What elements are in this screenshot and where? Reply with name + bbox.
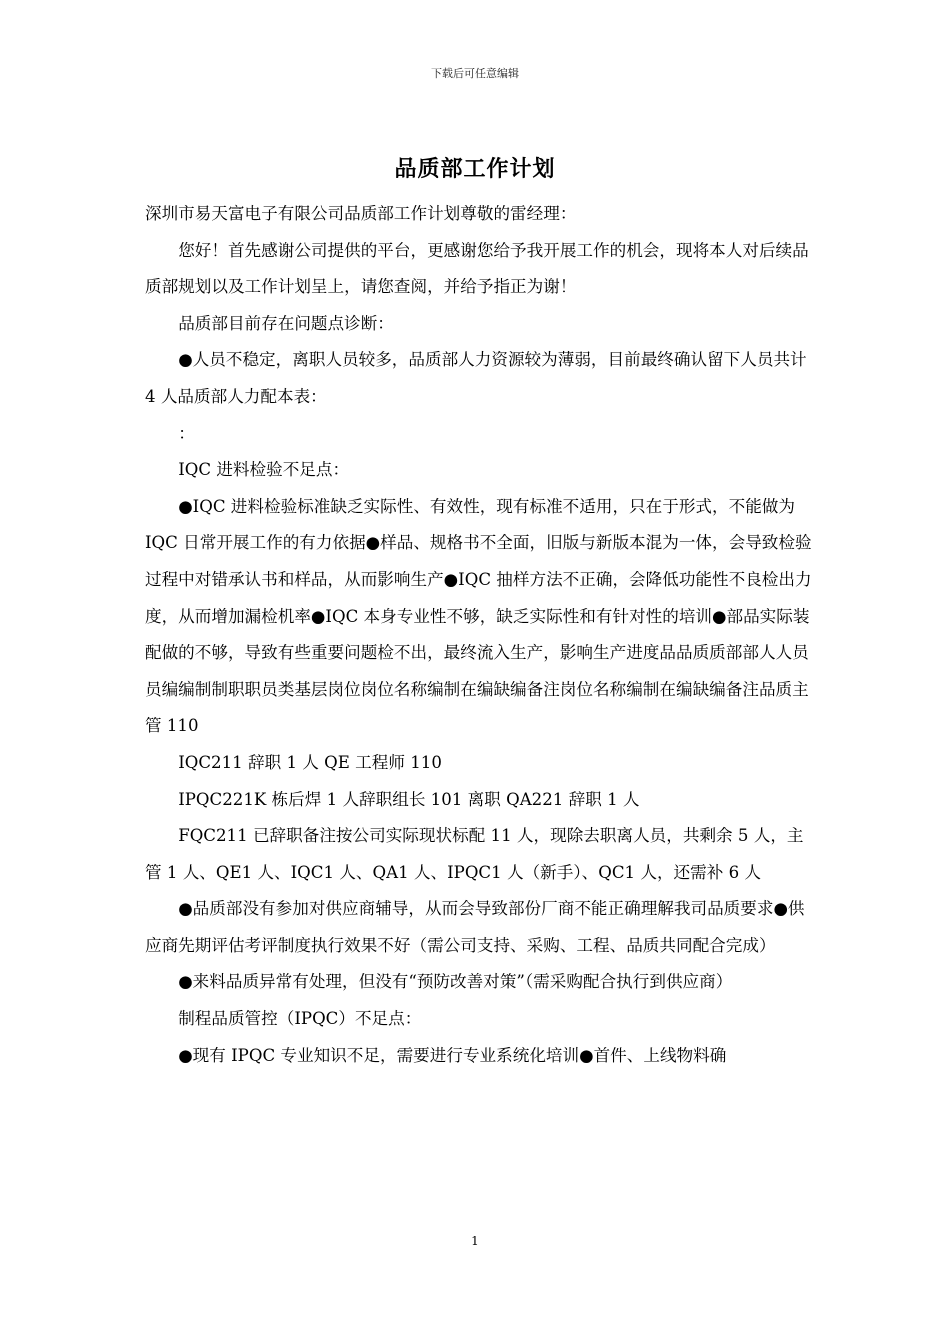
document-title: 品质部工作计划 [394,156,556,182]
body-paragraph: IPQC221K 栋后焊 1 人辞职组长 101 离职 QA221 辞职 1 人 [178,789,640,809]
body-paragraph: ●品质部没有参加对供应商辅导，从而会导致部份厂商不能正确理解我司品质要求●供应商先期评估考评制度执行效果不好（需公司支持、采购、工程、品质共同配合完成） [145,899,805,955]
body-paragraph: ： [178,423,195,443]
body-paragraph: 品质部目前存在问题点诊断： [178,313,394,333]
salutation-paragraph: 深圳市易天富电子有限公司品质部工作计划尊敬的雷经理： [145,204,577,223]
body-paragraph: ●来料品质异常有处理，但没有“预防改善对策”（需采购配合执行到供应商） [178,972,733,992]
body-paragraph: ●现有 IPQC 专业知识不足，需要进行专业系统化培训●首件、上线物料确 [178,1045,727,1065]
body-paragraph: ●人员不稳定，离职人员较多，品质部人力资源较为薄弱，目前最终确认留下人员共计 4 人品质部人力配本表： [145,350,807,406]
section-heading: IQC 进料检验不足点： [178,460,350,480]
body-paragraph: ●IQC 进料检验标准缺乏实际性、有效性，现有标准不适用，只在于形式，不能做为 IQC 日常开展工作的有力依据●样品、规格书不全面，旧版与新版本混为一体，会导致检验过程中对错承认书和样品，从而影响生产●IQC 抽样方法不正确，会降低功能性不良检出力度，从而增加漏检机率●IQC 本身专业性不够，缺乏实际性和有针对性的培训●部品实际装配做的不够，导致有些重要问题检不出，最终流入生产，影响生产进度品品质质部部人人员员编编制制职职员类基层岗位岗位名称编制在编缺编备注岗位名称编制在编缺编备注品质主管 110 [145,496,812,736]
page-number: 1 [471,1234,479,1248]
section-heading: 制程品质管控（IPQC）不足点： [178,1009,422,1029]
page-header: 下载后可任意编辑 [431,67,519,80]
body-paragraph: IQC211 辞职 1 人 QE 工程师 110 [178,752,442,772]
body-paragraph: FQC211 已辞职备注按公司实际现状标配 11 人，现除去职离人员，共剩余 5 人，主管 1 人、QE1 人、IQC1 人、QA1 人、IPQC1 人（新手）、QC1 人，还需补 6 人 [145,826,804,882]
document-body [145,196,817,1074]
body-paragraph: 您好！首先感谢公司提供的平台，更感谢您给予我开展工作的机会，现将本人对后续品质部规划以及工作计划呈上，请您查阅，并给予指正为谢！ [145,240,809,297]
